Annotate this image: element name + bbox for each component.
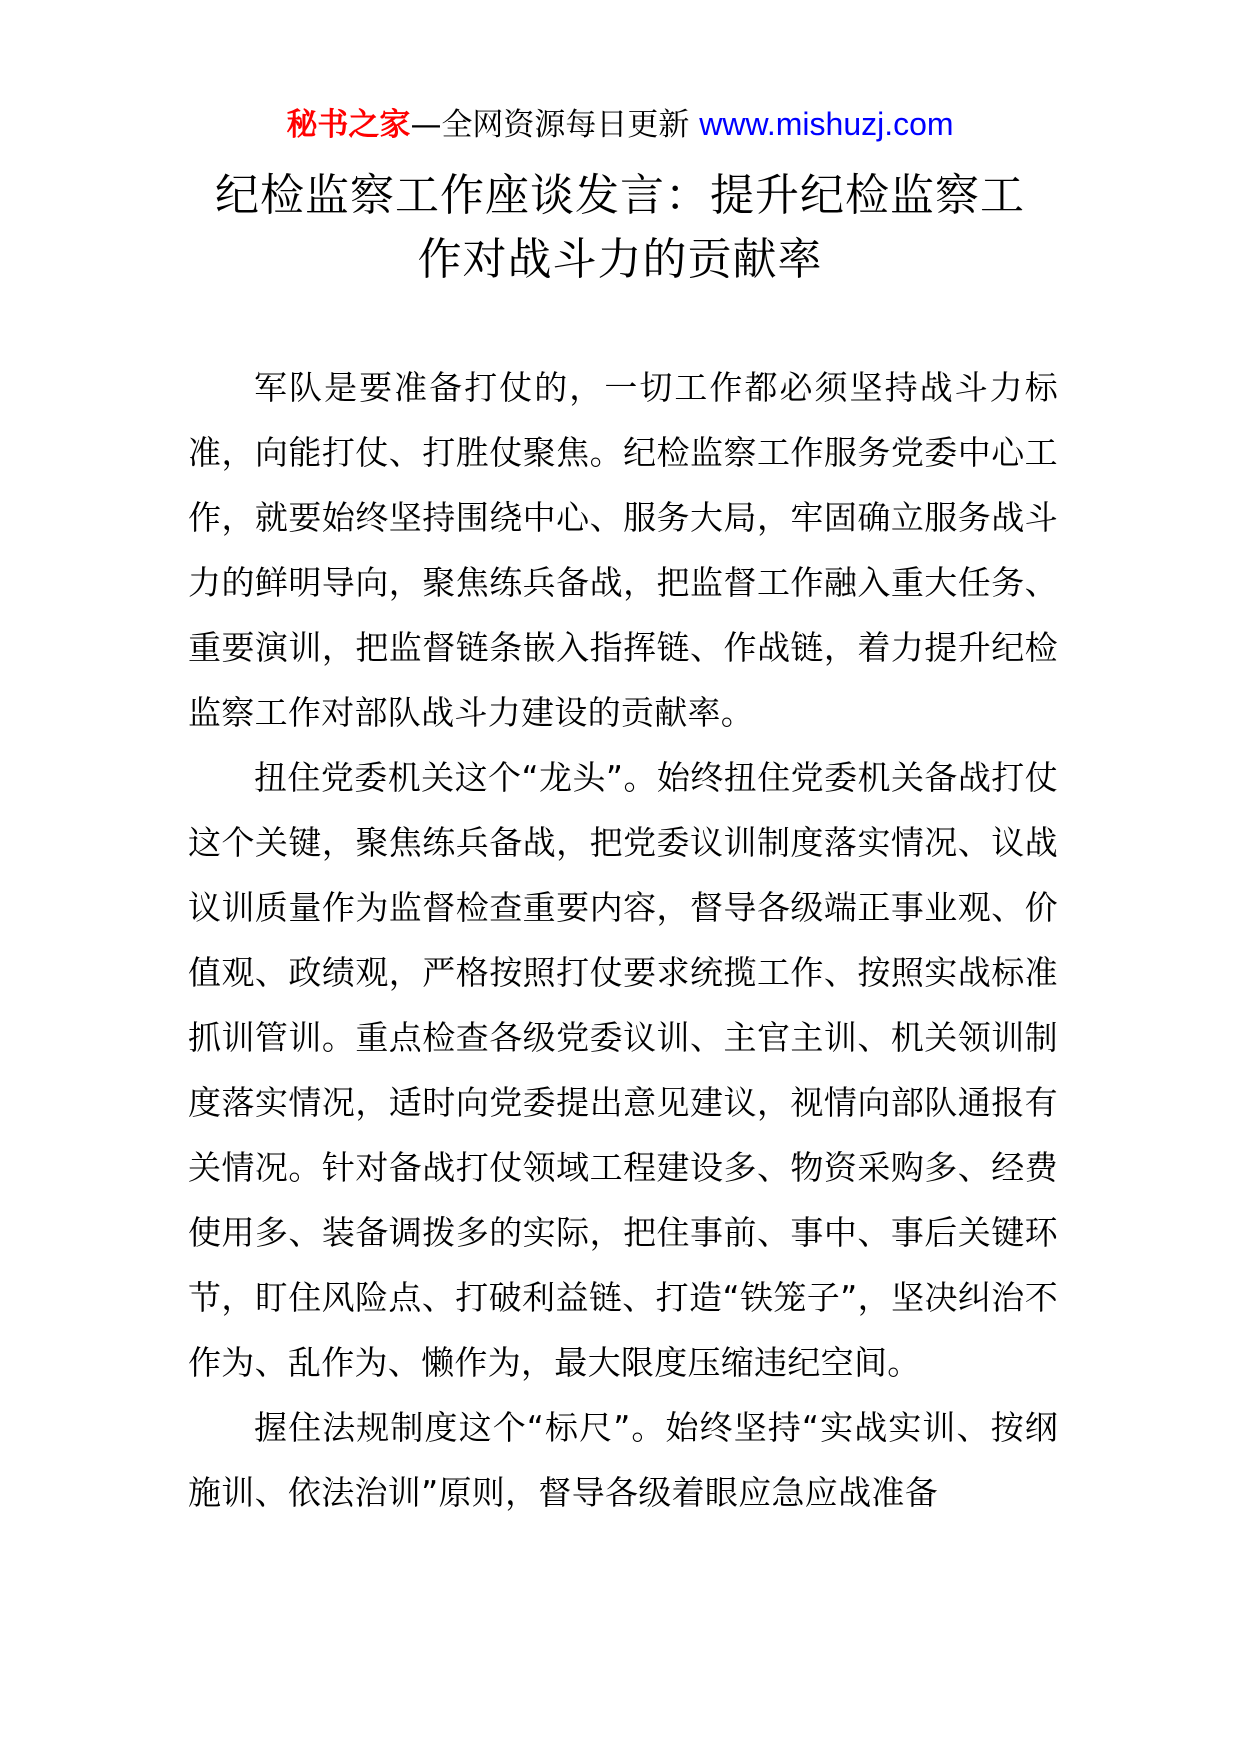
paragraph: 握住法规制度这个“标尺”。始终坚持“实战实训、按纲施训、依法治训”原则，督导各级着眼应急应战准备 — [188, 1408, 1058, 1512]
document-title — [120, 164, 1120, 292]
site-tagline: —全网资源每日更新 — [410, 107, 700, 143]
site-header — [0, 98, 1240, 151]
site-brand: 秘书之家 — [286, 107, 411, 143]
paragraph: 扭住党委机关这个“龙头”。始终扭住党委机关备战打仗这个关键，聚焦练兵备战，把党委议训制度落实情况、议战议训质量作为监督检查重要内容，督导各级端正事业观、价值观、政绩观，严格按照打仗要求统揽工作、按照实战标准抓训管训。重点检查各级党委议训、主官主训、机关领训制度落实情况，适时向党委提出意见建议，视情向部队通报有关情况。针对备战打仗领域工程建设多、物资采购多、经费使用多、装备调拨多的实际，把住事前、事中、事后关键环节，盯住风险点、打破利益链、打造“铁笼子”，坚决纠治不作为、乱作为、懒作为，最大限度压缩违纪空间。 — [188, 758, 1058, 1382]
document-body — [188, 355, 1058, 1525]
paragraph: 军队是要准备打仗的，一切工作都必须坚持战斗力标准，向能打仗、打胜仗聚焦。纪检监察工作服务党委中心工作，就要始终坚持围绕中心、服务大局，牢固确立服务战斗力的鲜明导向，聚焦练兵备战，把监督工作融入重大任务、重要演训，把监督链条嵌入指挥链、作战链，着力提升纪检监察工作对部队战斗力建设的贡献率。 — [188, 368, 1058, 732]
title-line-2: 作对战斗力的贡献率 — [417, 234, 823, 285]
title-line-1: 纪检监察工作座谈发言：提升纪检监察工 — [215, 170, 1025, 221]
site-url-link[interactable]: www.mishuzj.com — [699, 106, 954, 142]
